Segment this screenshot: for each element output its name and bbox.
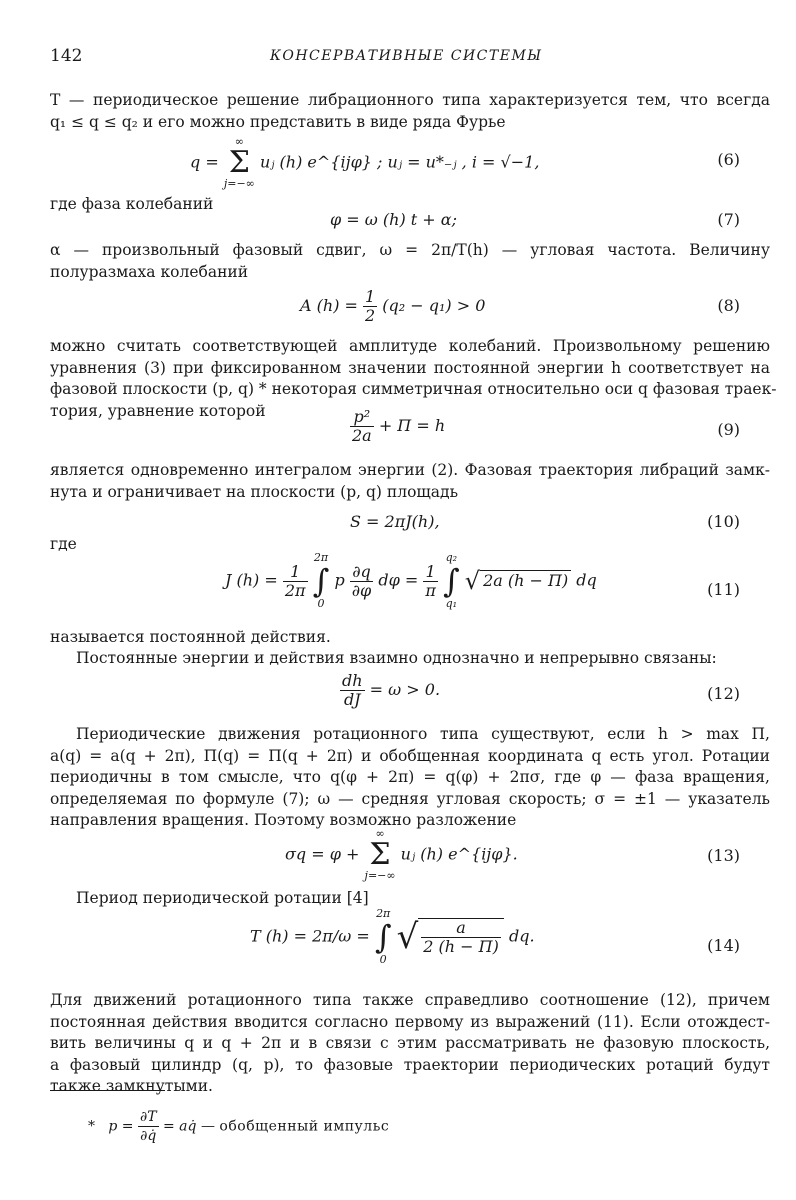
integral-lower-limit: 0	[379, 953, 387, 966]
equation-9	[350, 408, 445, 445]
text-line: Периодические движения ротационного типа существуют, если h > max Π,	[76, 725, 770, 743]
footnote-lhs: p =	[108, 1118, 134, 1135]
text-line: где фаза колебаний	[50, 195, 214, 213]
text-line: α — произвольный фазовый сдвиг, ω = 2π/T(h) — угловая частота. Величину	[50, 241, 770, 259]
text-line: называется постоянной действия.	[50, 628, 331, 646]
text-line: уравнения (3) при фиксированном значении постоянной энергии h соответствует на	[50, 358, 770, 377]
eq6-lhs: q =	[190, 152, 219, 172]
fraction-numerator: ∂T	[139, 1109, 157, 1125]
fraction-denominator: 2a	[352, 426, 372, 445]
fraction-numerator: p²	[350, 408, 374, 427]
equation-number: (12)	[707, 684, 740, 703]
text-line: T — периодическое решение либрационного типа характеризуется тем, что всегда	[50, 91, 770, 109]
square-root	[418, 918, 504, 956]
footnote	[88, 1108, 389, 1145]
paragraph-constants	[50, 648, 770, 670]
fraction-denominator: ∂q̇	[140, 1128, 157, 1144]
running-title: КОНСЕРВАТИВНЫЕ СИСТЕМЫ	[270, 48, 543, 64]
fraction-numerator: dh	[342, 671, 363, 690]
fraction	[350, 408, 374, 445]
eq12-rhs: = ω > 0.	[369, 680, 441, 699]
eq11-lhs: J (h) =	[225, 570, 278, 590]
text-line: является одновременно интегралом энергии (2). Фазовая траектория либраций замк-	[50, 461, 770, 479]
footnote-mark: *	[88, 1118, 95, 1135]
text-line: полуразмаха колебаний	[50, 262, 249, 281]
paragraph-rotational-motion	[50, 990, 770, 1098]
equation-13	[285, 828, 518, 882]
eq6-body: uⱼ (h) e^{ijφ} ; uⱼ = u*₋ⱼ , i = √−1,	[259, 152, 540, 172]
integral-symbol: 2π ∫ 0	[312, 551, 330, 610]
fraction	[340, 672, 365, 709]
fraction-numerator: a	[421, 919, 501, 938]
eq14-tail: dq.	[508, 926, 535, 946]
text-line: нута и ограничивает на плоскости (p, q) площадь	[50, 482, 459, 501]
equation-number: (8)	[717, 296, 740, 315]
fraction-denominator: 2π	[284, 580, 306, 600]
equation-14: T (h) = 2π/ω = 2π ∫ 0 √ $\frac{a}{2 (h - \Pi)}$ dq.	[250, 907, 535, 966]
equation-number: (10)	[707, 512, 740, 531]
text-line: определяемая по формуле (7); ω — средняя угловая скорость; σ = ±1 — указатель	[50, 789, 770, 808]
fraction	[350, 563, 373, 600]
footnote-text: обобщенный импульс	[219, 1118, 390, 1135]
text-line: периодичны в том смысле, что q(φ + 2π) = q(φ) + 2πσ, где φ — фаза вращения,	[50, 768, 770, 786]
equation-number: (6)	[717, 150, 740, 169]
fraction-denominator: 2	[365, 306, 376, 325]
integral-upper-limit: 2π	[313, 551, 329, 564]
integral-upper-limit: q₂	[445, 551, 458, 564]
text-line: постоянная действия вводится согласно первому из выражений (11). Если отождест-	[50, 1012, 770, 1031]
eq11-differential: dφ =	[378, 570, 419, 590]
fraction-numerator: 1	[365, 287, 376, 306]
fraction-numerator: 1	[423, 563, 438, 582]
equation-10: S = 2πJ(h),	[350, 512, 440, 531]
footnote-rhs: = aq̇ —	[163, 1118, 215, 1135]
equation-number: (13)	[707, 846, 740, 865]
equation-number: (11)	[707, 580, 740, 599]
page-number: 142	[50, 46, 83, 66]
text-line: где	[50, 535, 77, 553]
equation-number: (7)	[717, 210, 740, 229]
text-line: тория, уравнение которой	[50, 401, 266, 420]
fraction	[421, 919, 501, 956]
fraction-denominator: ∂φ	[351, 580, 372, 600]
integral-upper-limit: 2π	[376, 907, 391, 920]
square-root-radicand: 2a (h − Π)	[480, 570, 571, 590]
integral-symbol: q₂ ∫ q₁	[443, 551, 460, 610]
footnote-divider	[50, 1090, 165, 1091]
paragraph-intro	[50, 90, 770, 133]
text-called	[50, 627, 770, 649]
paragraph-period	[50, 888, 770, 910]
fraction	[283, 563, 308, 600]
equation-11: J (h) = $\frac{1}{2\pi}$ 2π ∫ 0 p $\frac{\partial q}{\partial\varphi}$ dφ = $\frac{1}{\pi}$ q₂ ∫ q₁ √ 2a (h − Π) dq	[225, 551, 597, 610]
equation-12	[340, 672, 440, 709]
paragraph-alpha	[50, 240, 770, 283]
sum-lower-limit: j=−∞	[364, 869, 396, 882]
integral-lower-limit: q₁	[445, 597, 458, 610]
fraction-denominator: π	[425, 580, 436, 600]
eq9-rhs: + Π = h	[378, 416, 446, 435]
equation-number: (9)	[717, 420, 740, 439]
eq11-tail: dq	[576, 570, 597, 590]
text-line: q₁ ≤ q ≤ q₂ и его можно представить в виде ряда Фурье	[50, 112, 506, 131]
sum-symbol: ∞ Σ j=−∞	[364, 827, 396, 882]
text-line: а фазовый цилиндр (q, p), то фазовые траектории периодических ротаций будут	[50, 1055, 770, 1074]
sum-upper-limit: ∞	[234, 135, 244, 148]
equation-number: (14)	[707, 936, 740, 955]
fraction-numerator: ∂q	[350, 563, 373, 582]
eq8-rhs: (q₂ − q₁) > 0	[382, 296, 486, 315]
text-line: Для движений ротационного типа также справедливо соотношение (12), причем	[50, 991, 770, 1009]
text-line: Период периодической ротации [4]	[76, 889, 369, 907]
text-line: a(q) = a(q + 2π), Π(q) = Π(q + 2π) и обобщенная координата q есть угол. Ротации	[50, 746, 770, 765]
paragraph-energy-integral	[50, 460, 770, 503]
text-line: вить величины q и q + 2π и в связи с этим рассматривать не фазовую плоскость,	[50, 1034, 770, 1052]
sum-symbol: ∞ Σ j=−∞	[223, 135, 255, 190]
eq14-lhs: T (h) = 2π/ω =	[250, 926, 370, 946]
equation-6	[190, 136, 539, 190]
fraction	[138, 1108, 159, 1145]
sum-lower-limit: j=−∞	[223, 177, 255, 190]
text-line: направления вращения. Поэтому возможно разложение	[50, 811, 517, 829]
equation-7: φ = ω (h) t + α;	[330, 210, 457, 229]
fraction	[363, 288, 377, 325]
equation-8	[300, 288, 485, 325]
eq11-integrand: p	[334, 570, 345, 590]
fraction-numerator: 1	[283, 563, 308, 582]
text-line: можно считать соответствующей амплитуде колебаний. Произвольному решению	[50, 337, 770, 355]
eq8-lhs: A (h) =	[300, 296, 358, 315]
text-line: также замкнутыми.	[50, 1077, 213, 1095]
integral-lower-limit: 0	[317, 597, 325, 610]
eq13-lhs: σq = φ +	[285, 844, 360, 864]
fraction	[423, 563, 438, 600]
paragraph-rotation	[50, 724, 770, 832]
text-line: Постоянные энергии и действия взаимно однозначно и непрерывно связаны:	[76, 649, 717, 667]
integral-symbol: 2π ∫ 0	[374, 907, 392, 966]
eq13-body: uⱼ (h) e^{ijφ}.	[400, 844, 518, 864]
sum-upper-limit: ∞	[375, 827, 385, 840]
text-line: фазовой плоскости (p, q) * некоторая симметричная относительно оси q фазовая траек-	[50, 380, 777, 398]
fraction-denominator: dJ	[343, 690, 361, 709]
fraction-denominator: 2 (h − Π)	[423, 936, 499, 956]
